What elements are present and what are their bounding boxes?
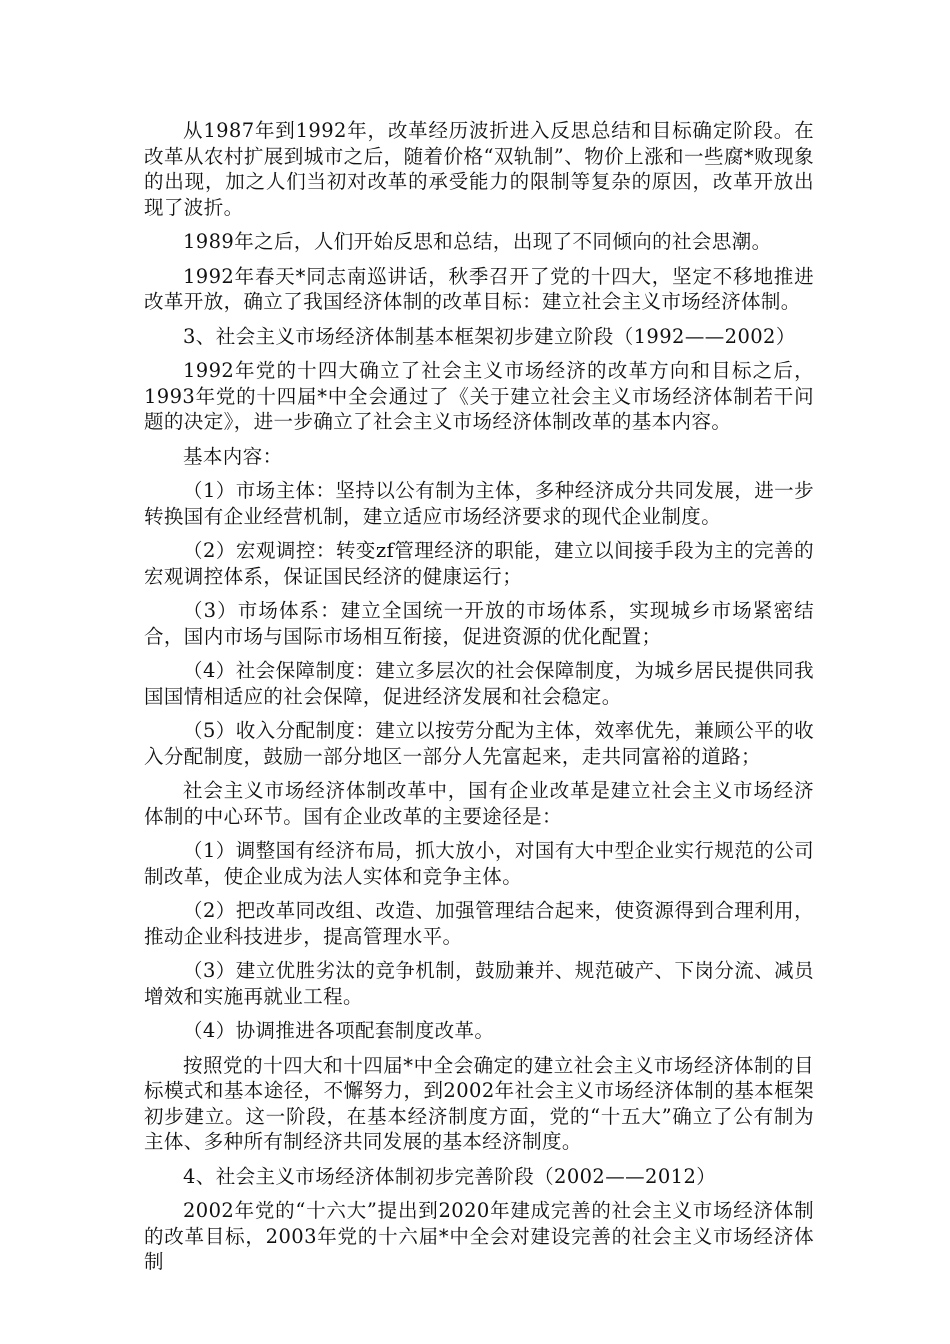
section-heading-4: 4、社会主义市场经济体制初步完善阶段（2002——2012） bbox=[183, 1164, 717, 1188]
list-item-income-distribution: （5）收入分配制度：建立以按劳分配为主体，效率优先，兼顾公平的收入分配制度，鼓励一部分地区一部分人先富起来，走共同富裕的道路； bbox=[144, 719, 814, 768]
list-item-soe-layout: （1）调整国有经济布局，抓大放小，对国有大中型企业实行规范的公司制改革，使企业成为法人实体和竞争主体。 bbox=[144, 839, 814, 888]
document-body bbox=[144, 118, 814, 1284]
paragraph-reform-setback: 从1987年到1992年，改革经历波折进入反思总结和目标确定阶段。在改革从农村扩展到城市之后，随着价格“双轨制”、物价上涨和一些腐*败现象的出现，加之人们当初对改革的承受能力的限制等复杂的原因，改革开放出现了波折。 bbox=[144, 119, 814, 219]
list-item-market-entity: （1）市场主体：坚持以公有制为主体，多种经济成分共同发展，进一步转换国有企业经营机制，建立适应市场经济要求的现代企业制度。 bbox=[144, 479, 814, 528]
paragraph-soe-reform: 社会主义市场经济体制改革中，国有企业改革是建立社会主义市场经济体制的中心环节。国有企业改革的主要途径是： bbox=[144, 779, 814, 828]
list-item-soe-supporting: （4）协调推进各项配套制度改革。 bbox=[183, 1019, 495, 1042]
paragraph-1992-southern-tour: 1992年春天*同志南巡讲话，秋季召开了党的十四大，坚定不移地推进改革开放，确立了我国经济体制的改革目标：建立社会主义市场经济体制。 bbox=[144, 264, 814, 313]
list-item-macro-control: （2）宏观调控：转变zf管理经济的职能，建立以间接手段为主的完善的宏观调控体系，保证国民经济的健康运行； bbox=[144, 539, 814, 588]
list-item-social-security: （4）社会保障制度：建立多层次的社会保障制度，为城乡居民提供同我国国情相适应的社会保障，促进经济发展和社会稳定。 bbox=[144, 659, 814, 708]
paragraph-1989-reflection: 1989年之后，人们开始反思和总结，出现了不同倾向的社会思潮。 bbox=[183, 230, 772, 253]
paragraph-basic-content-label: 基本内容： bbox=[183, 444, 283, 468]
paragraph-2002-framework: 按照党的十四大和十四届*中全会确定的建立社会主义市场经济体制的目标模式和基本途径，不懈努力，到2002年社会主义市场经济体制的基本框架初步建立。这一阶段，在基本经济制度方面，党的“十五大”确立了公有制为主体、多种所有制经济共同发展的基本经济制度。 bbox=[144, 1053, 814, 1153]
list-item-soe-restructure: （2）把改革同改组、改造、加强管理结合起来，使资源得到合理利用，推动企业科技进步，提高管理水平。 bbox=[144, 899, 814, 948]
section-heading-3: 3、社会主义市场经济体制基本框架初步建立阶段（1992——2002） bbox=[183, 324, 796, 348]
paragraph-1993-decision: 1992年党的十四大确立了社会主义市场经济的改革方向和目标之后，1993年党的十四届*中全会通过了《关于建立社会主义市场经济体制若干问题的决定》，进一步确立了社会主义市场经济体制改革的基本内容。 bbox=[144, 359, 814, 433]
list-item-market-system: （3）市场体系：建立全国统一开放的市场体系，实现城乡市场紧密结合，国内市场与国际市场相互衔接，促进资源的优化配置； bbox=[144, 599, 814, 648]
paragraph-2002-sixteenth-congress: 2002年党的“十六大”提出到2020年建成完善的社会主义市场经济体制的改革目标，2003年党的十六届*中全会对建设完善的社会主义市场经济体制 bbox=[144, 1199, 814, 1273]
list-item-soe-competition: （3）建立优胜劣汰的竞争机制，鼓励兼并、规范破产、下岗分流、减员增效和实施再就业工程。 bbox=[144, 959, 814, 1008]
